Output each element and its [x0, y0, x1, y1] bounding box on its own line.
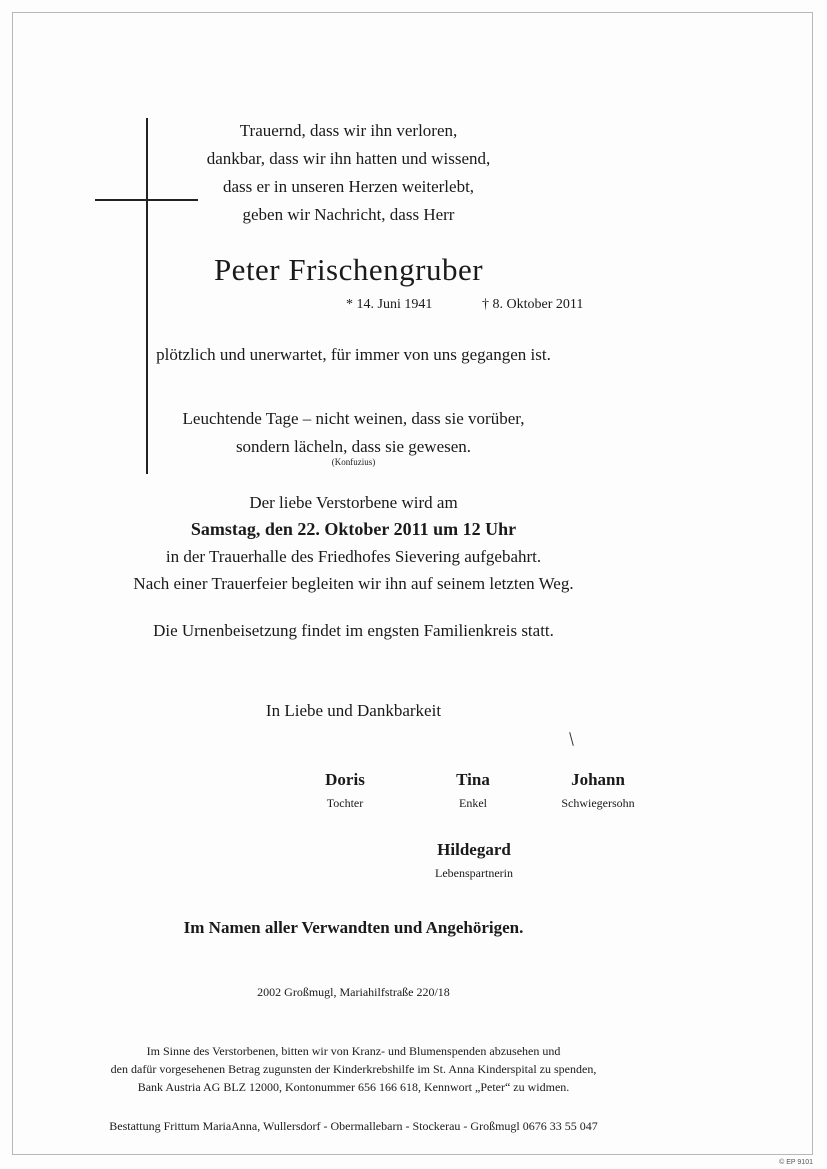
urn-text: Die Urnenbeisetzung findet im engsten Familienkreis statt.	[153, 621, 554, 640]
mourner-name: Tina	[456, 770, 490, 789]
opening-verse	[0, 117, 762, 229]
funeral-line: Der liebe Verstorbene wird am	[249, 493, 458, 512]
mourner-relation: Lebenspartnerin	[435, 866, 513, 880]
verse-line: dass er in unseren Herzen weiterlebt,	[222, 177, 475, 196]
product-code: © EP 9101	[779, 1159, 813, 1166]
verse-line: dankbar, dass wir ihn hatten und wissend,	[206, 149, 491, 168]
donation-notice	[0, 1042, 767, 1096]
deceased-name: Peter Frischengruber	[213, 252, 484, 287]
funeral-date: Samstag, den 22. Oktober 2011 um 12 Uhr	[190, 519, 517, 539]
donation-line: Im Sinne des Verstorbenen, bitten wir von Kranz- und Blumenspenden abzusehen und	[146, 1044, 561, 1058]
love-text: In Liebe und Dankbarkeit	[265, 701, 442, 720]
quote	[0, 405, 767, 461]
birth-date: * 14. Juni 1941	[346, 297, 433, 312]
donation-line: den dafür vorgesehenen Betrag zugunsten der Kinderkrebshilfe im St. Anna Kinderspital zu spenden,	[110, 1062, 597, 1076]
funeral-line: in der Trauerhalle des Friedhofes Sievering aufgebahrt.	[165, 547, 542, 566]
address: 2002 Großmugl, Mariahilfstraße 220/18	[257, 985, 450, 999]
all-relatives: Im Namen aller Verwandten und Angehörigen.	[183, 918, 524, 937]
mourner	[394, 840, 554, 881]
passed-text: plötzlich und unerwartet, für immer von uns gegangen ist.	[156, 345, 551, 364]
quote-line: sondern lächeln, dass sie gewesen.	[235, 437, 472, 456]
funeral-line: Nach einer Trauerfeier begleiten wir ihn auf seinem letzten Weg.	[133, 574, 574, 593]
verse-line: geben wir Nachricht, dass Herr	[242, 205, 455, 224]
mourner-relation: Tochter	[326, 796, 364, 810]
quote-line: Leuchtende Tage – nicht weinen, dass sie vorüber,	[182, 409, 525, 428]
quote-author: (Konfuzius)	[331, 457, 376, 467]
death-date: † 8. Oktober 2011	[482, 297, 584, 312]
donation-line: Bank Austria AG BLZ 12000, Kontonummer 656 166 618, Kennwort „Peter“ zu widmen.	[137, 1080, 570, 1094]
mourner	[518, 770, 678, 811]
mourner-relation: Enkel	[459, 796, 487, 810]
mourner-name: Hildegard	[437, 840, 511, 859]
mourner-relation: Schwiegersohn	[561, 796, 635, 810]
mourner-name: Doris	[325, 770, 365, 789]
verse-line: Trauernd, dass wir ihn verloren,	[239, 121, 458, 140]
undertaker-info: Bestattung Frittum MariaAnna, Wullersdorf - Obermallebarn - Stockerau - Großmugl 0676 33 55 047	[109, 1119, 598, 1133]
mourner-name: Johann	[571, 770, 625, 789]
funeral-info	[0, 489, 767, 597]
